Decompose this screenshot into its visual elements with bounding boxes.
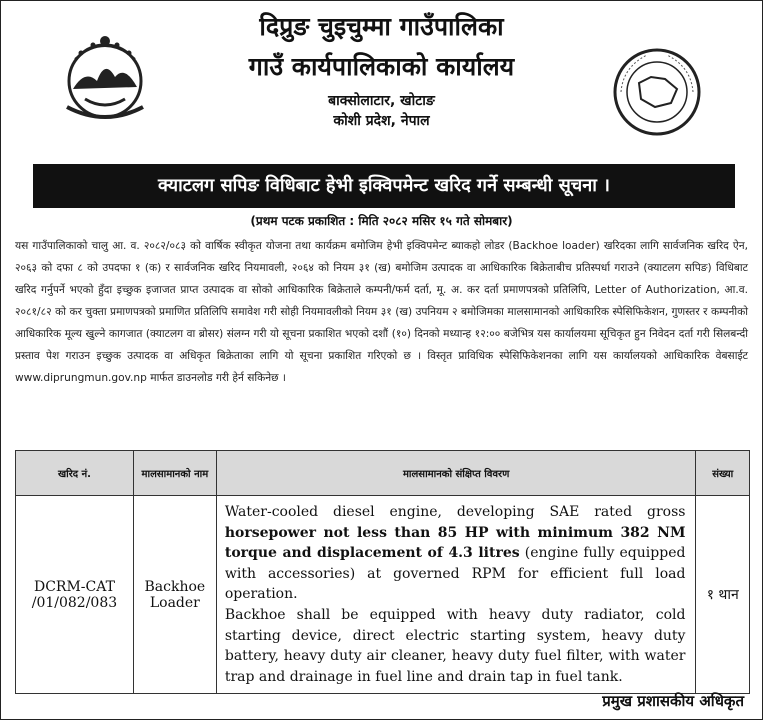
notice-title-banner: क्याटलग सपिङ विधिबाट हेभी इक्विपमेन्ट खरिद गर्ने सम्बन्धी सूचना । bbox=[33, 164, 735, 208]
header-description: मालसामानको संक्षिप्त विवरण bbox=[216, 451, 696, 496]
signatory-title: प्रमुख प्रशासकीय अधिकृत bbox=[602, 692, 744, 710]
office-name: गाउँ कार्यपालिकाको कार्यालय bbox=[248, 52, 515, 81]
office-location: बाक्सोलाटार, खोटाङ bbox=[328, 93, 435, 109]
publication-date: (प्रथम पटक प्रकाशित : मिति २०८२ मसिर १५ गते सोमबार) bbox=[250, 214, 513, 228]
spec-paragraph-equipment: Backhoe shall be equipped with heavy duty radiator, cold starting device, direct electric starting system, heavy duty battery, heavy duty air cleaner, heavy duty fuel filter, with water trap and drainage in fuel line and drain tap in fuel tank. bbox=[224, 606, 686, 685]
header-quantity: संख्या bbox=[696, 451, 750, 496]
cell-name: Backhoe Loader bbox=[133, 496, 216, 694]
notice-header bbox=[1, 9, 762, 131]
spec-engine-rest: (engine fully equipped with accessories) at governed RPM for efficient full load operation. bbox=[224, 545, 686, 603]
header-code: खरिद नं. bbox=[16, 451, 134, 496]
cell-description bbox=[216, 496, 696, 694]
table-header-row bbox=[16, 451, 750, 496]
spec-engine-intro: Water-cooled diesel engine, developing SAE rated gross bbox=[224, 504, 686, 520]
items-table bbox=[15, 450, 750, 694]
spec-engine-highlight: horsepower not less than 85 HP with minimum 382 NM torque and displacement of 4.3 litres bbox=[224, 524, 686, 562]
spec-paragraph-engine bbox=[225, 502, 686, 605]
cell-quantity: १ थान bbox=[696, 496, 750, 694]
municipality-name: दिप्रुङ चुइचुम्मा गाउँपालिका bbox=[259, 12, 504, 41]
cell-code: DCRM-CAT /01/082/083 bbox=[16, 496, 134, 694]
notice-body: यस गाउँपालिकाको चालु आ. व. २०८२/०८३ को वार्षिक स्वीकृत योजना तथा कार्यक्रम बमोजिम हेभी इक्विपमेन्ट ब्याकहो लोडर (Backhoe loader) खरिदका लागि सार्वजनिक खरिद ऐन, २०६३ को दफा ८ को उपदफा १ (क) र सार्वजनिक खरिद नियमावली, २०६४ को नियम ३१ (ख) बमोजिम उत्पादक वा आधिकारिक बिक्रेताबीच प्रतिस्पर्धा गराउने (क्याटलग सपिङ) विधिबाट खरिद गर्नुपर्ने भएको हुँदा इच्छुक इजाजत प्राप्त उत्पादक वा सोको आधिकारिक बिक्रेताले कम्पनी/फर्म दर्ता, मू. अ. कर दर्ता प्रमाणपत्रको प्रतिलिपि, Letter of Authorization, आ.व. २०८१/८२ को कर चुक्ता प्रमाणपत्रको प्रमाणित प्रतिलिपि समावेश गरी सोही नियमावलीको नियम ३१ (ख) उपनियम २ बमोजिमका मालसामानको आधिकारिक स्पेसिफिकेशन, गुणस्तर र कम्पनीको आधिकारिक मूल्य खुल्ने कागजात (क्याटलग वा ब्रोसर) संलग्न गरी यो सूचना प्रकाशित भएको दशौं (१०) दिनको मध्यान्ह १२:०० बजेभित्र यस कार्यालयमा सूचिकृत हुन निवेदन दर्ता गरी सिलबन्दी प्रस्ताव पेश गराउन इच्छुक उत्पादक वा अधिकृत बिक्रेताका लागि यो सूचना प्रकाशित गरिएको छ । विस्तृत प्राविधिक स्पेसिफिकेशनका लागि यस कार्यालयको आधिकारिक वेबसाईट www.diprungmun.gov.np मार्फत डाउनलोड गरी हेर्न सकिनेछ । bbox=[15, 240, 748, 384]
office-province: कोशी प्रदेश, नेपाल bbox=[333, 113, 430, 129]
header-name: मालसामानको नाम bbox=[133, 451, 216, 496]
table-row bbox=[16, 496, 750, 694]
